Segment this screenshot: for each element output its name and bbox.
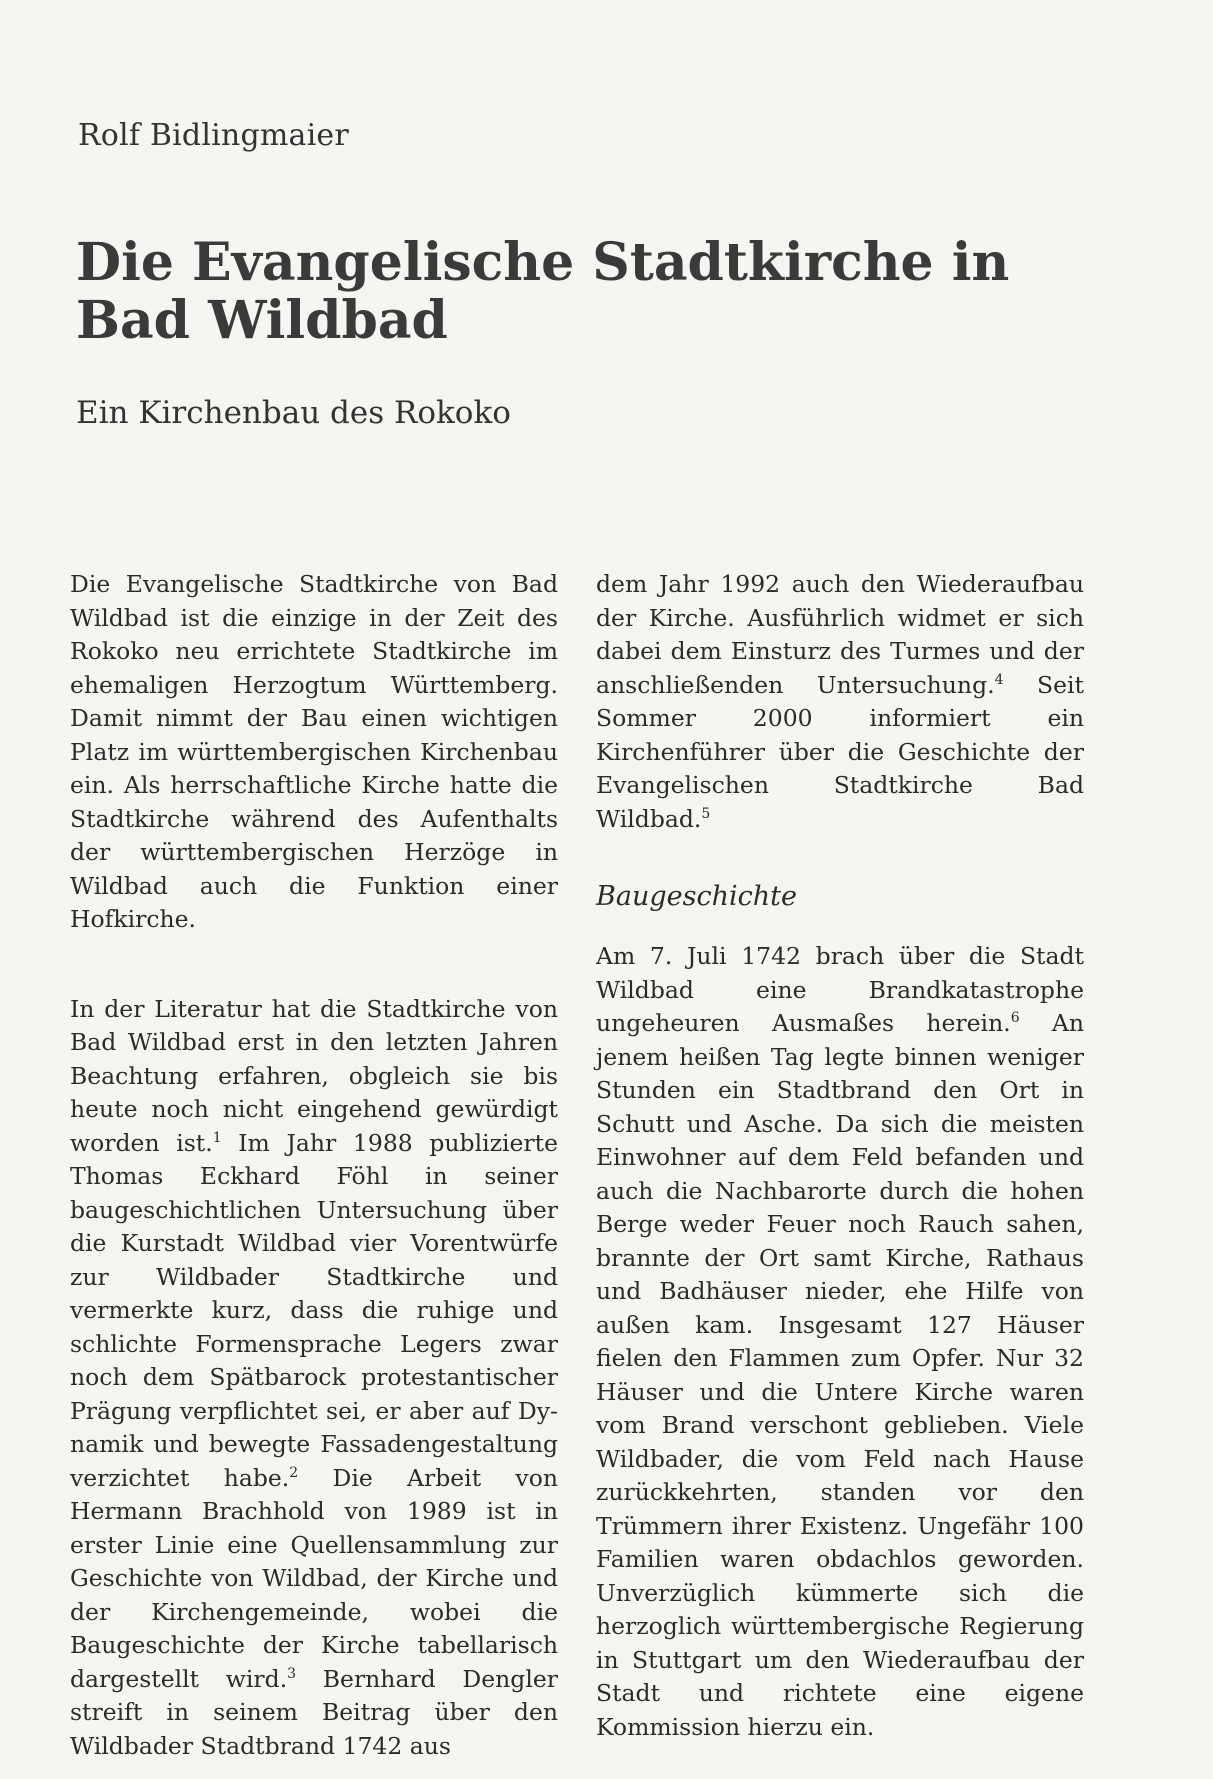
- text-run: In der Literatur hat die Stadtkirche von Bad Wildbad erst in den letzten Jahren Beachtung erfahren, obgleich sie bis heute noch nicht eingehend gewürdigt worden ist.: [70, 994, 558, 1157]
- right-column: [596, 568, 1084, 1744]
- paragraph: [596, 568, 1084, 836]
- footnote-ref: 3: [287, 1665, 297, 1682]
- text-run: Die Arbeit von Hermann Brachhold von 1989 ist in erster Linie eine Quellensammlung zur Geschichte von Wildbad, der Kirche und der Kirchengemeinde, wobei die Baugeschichte der Kirche tabellarisch dargestellt wird.: [70, 1463, 558, 1693]
- footnote-ref: 4: [994, 671, 1004, 688]
- text-run: Am 7. Juli 1742 brach über die Stadt Wildbad eine Brandkatastrophe ungeheuren Ausmaßes herein.: [596, 942, 1084, 1037]
- text-run: Im Jahr 1988 publizierte Thomas Eckhard Föhl in seiner baugeschichtlichen Untersuchung über die Kurstadt Wildbad vier Vorentwürfe zur Wildbader Stadtkirche und vermerkte kurz, dass die ruhige und schlichte Formensprache Legers zwar noch dem Spätbarock protestantischer Prägung verpflichtet sei, er aber auf Dynamik und bewegte Fassadengestaltung verzichtet habe.: [70, 1128, 558, 1492]
- paragraph: [596, 940, 1084, 1744]
- text-run: dem Jahr 1992 auch den Wiederaufbau der Kirche. Ausführlich widmet er sich dabei dem Einsturz des Turmes und der anschließenden Untersuchung.: [596, 570, 1084, 699]
- text-run: Seit Sommer 2000 informiert ein Kirchenführer über die Geschichte der Evangelischen Stadtkirche Bad Wildbad.: [596, 670, 1084, 833]
- author-name: Rolf Bidlingmaier: [78, 118, 349, 153]
- paragraph: [70, 993, 558, 1764]
- text-run: Bernhard Dengler streift in seinem Beitrag über den Wildbader Stadtbrand 1742 aus: [70, 1664, 558, 1760]
- footnote-ref: 2: [289, 1464, 299, 1481]
- footnote-ref: 6: [1010, 1010, 1020, 1027]
- article-subtitle: Ein Kirchenbau des Rokoko: [76, 395, 511, 431]
- article-title: Die Evangelische Stadtkirche in Bad Wildbad: [76, 232, 1010, 351]
- paragraph: Die Evangelische Stadtkirche von Bad Wildbad ist die einzige in der Zeit des Rokoko neu errichtete Stadtkirche im ehemaligen Herzogtum Württemberg. Damit nimmt der Bau einen wichtigen Platz im württembergischen Kirchenbau ein. Als herrschaftliche Kirche hatte die Stadtkirche während des Aufenthalts der württembergischen Herzöge in Wildbad auch die Funktion einer Hofkirche.: [70, 570, 558, 933]
- text-run: An jenem heißen Tag legte binnen weniger Stunden ein Stadtbrand den Ort in Schutt und Asche. Da sich die meisten Einwohner auf dem Feld befanden und auch die Nachbarorte durch die hohen Berge weder Feuer noch Rauch sahen, brannte der Ort samt Kirche, Rathaus und Badhäuser nieder, ehe Hilfe von außen kam. Insgesamt 127 Häuser fielen den Flammen zum Opfer. Nur 32 Häuser und die Untere Kirche waren vom Brand verschont geblieben. Viele Wildbader, die vom Feld nach Hause zurückkehrten, standen vor den Trümmern ihrer Existenz. Ungefähr 100 Familien waren obdachlos geworden. Unverzüglich kümmerte sich die herzoglich württembergische Regierung in Stuttgart um den Wiederaufbau der Stadt und richtete eine eigene Kommission hierzu ein.: [596, 1009, 1085, 1741]
- footnote-ref: 1: [212, 1129, 222, 1146]
- section-heading: Baugeschichte: [596, 881, 797, 912]
- footnote-ref: 5: [701, 805, 711, 822]
- left-column: [70, 568, 558, 1763]
